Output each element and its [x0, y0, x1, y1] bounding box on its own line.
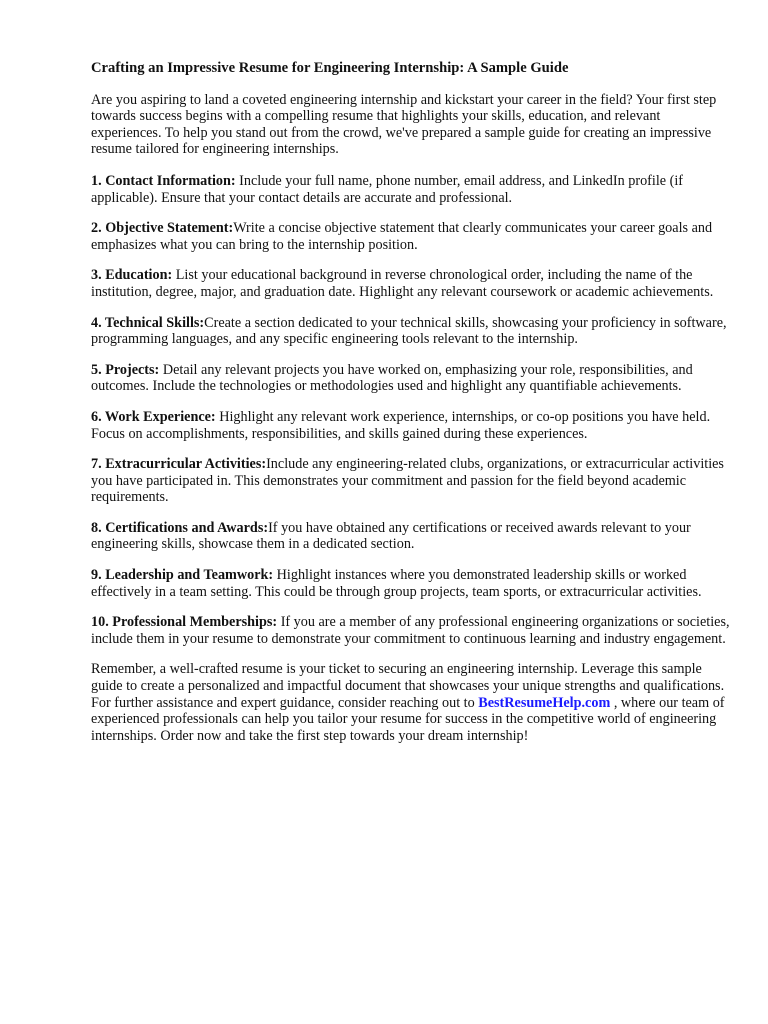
section-body: Detail any relevant projects you have worked on, emphasizing your role, responsibilities, and outcomes. Include the technologies or methodologies used and highlight any quantifiable achievements.: [91, 361, 693, 395]
section-technical-skills: [91, 315, 731, 348]
section-heading: 6. Work Experience:: [91, 408, 216, 425]
section-body: Include any engineering-related clubs, organizations, or extracurricular activities you have participated in. This demonstrates your commitment and passion for the field beyond academic requirements.: [91, 456, 724, 506]
section-objective-statement: [91, 220, 731, 253]
intro-paragraph: Are you aspiring to land a coveted engineering internship and kickstart your career in the field? Your first step towards success begins with a compelling resume that highlights your skills, education, and relevant experiences. To help you stand out from the crowd, we've prepared a sample guide for creating an impressive resume tailored for engineering internships.: [91, 91, 717, 158]
section-contact-information: [91, 173, 731, 206]
document-page: [91, 60, 731, 759]
section-heading: 9. Leadership and Teamwork:: [91, 567, 274, 584]
section-body: Create a section dedicated to your technical skills, showcasing your proficiency in software, programming languages, and any specific engineering tools relevant to the internship.: [91, 314, 727, 348]
section-body: Write a concise objective statement that clearly communicates your career goals and emphasizes what you can bring to the internship position.: [91, 220, 713, 253]
section-heading: 5. Projects:: [91, 361, 160, 378]
document-title: Crafting an Impressive Resume for Engineering Internship: A Sample Guide: [91, 60, 569, 76]
section-body: List your educational background in reverse chronological order, including the name of the institution, degree, major, and graduation date. Highlight any relevant coursework or academic achievements.: [91, 267, 714, 300]
section-body: Include your full name, phone number, email address, and LinkedIn profile (if applicable). Ensure that your contact details are accurate and professional.: [91, 172, 684, 206]
section-professional-memberships: [91, 614, 731, 647]
section-body: Highlight any relevant work experience, internships, or co-op positions you have held. Focus on accomplishments, responsibilities, and skills gained during these experiences.: [91, 408, 711, 442]
section-leadership-and-teamwork: [91, 567, 731, 600]
closing-text-before-link: Remember, a well-crafted resume is your ticket to securing an engineering internship. Leverage this sample guide to create a personalized and impactful document that showcases your unique strengths and qualifications. For further assistance and expert guidance, consider reaching out to: [91, 661, 725, 711]
bestresumehelp-link[interactable]: BestResumeHelp.com: [478, 694, 611, 711]
section-heading: 2. Objective Statement:: [91, 220, 234, 237]
section-work-experience: [91, 409, 731, 442]
section-body: If you have obtained any certifications or received awards relevant to your engineering skills, showcase them in a dedicated section.: [91, 519, 691, 553]
section-projects: [91, 362, 731, 395]
section-heading: 10. Professional Memberships:: [91, 614, 278, 631]
section-body: Highlight instances where you demonstrated leadership skills or worked effectively in a team setting. This could be through group projects, team sports, or extracurricular activities.: [91, 567, 702, 600]
section-heading: 7. Extracurricular Activities:: [91, 456, 267, 473]
section-heading: 3. Education:: [91, 267, 173, 284]
section-heading: 1. Contact Information:: [91, 172, 236, 189]
closing-paragraph: [91, 661, 731, 744]
section-body: If you are a member of any professional engineering organizations or societies, include them in your resume to demonstrate your commitment to continuous learning and industry engagement.: [91, 614, 730, 647]
section-heading: 8. Certifications and Awards:: [91, 519, 269, 536]
closing-text-after-link: , where our team of experienced professionals can help you tailor your resume for success in the competitive world of engineering internships. Order now and take the first step towards your dream internship!: [91, 694, 725, 744]
section-extracurricular-activities: [91, 456, 731, 506]
section-certifications-and-awards: [91, 520, 731, 553]
section-heading: 4. Technical Skills:: [91, 314, 205, 331]
section-education: [91, 267, 731, 300]
